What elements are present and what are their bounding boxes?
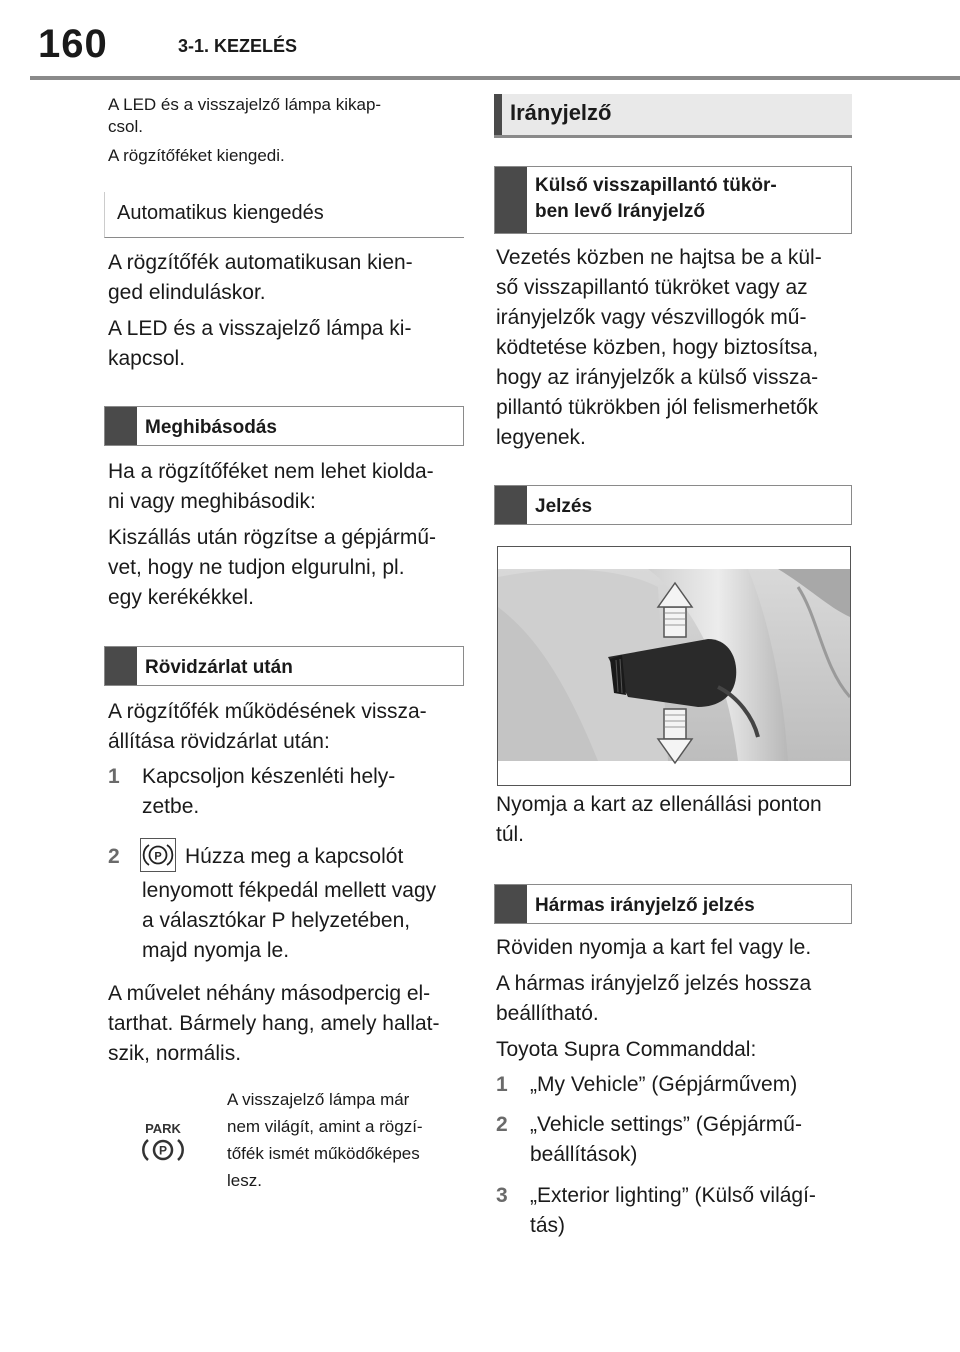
text-line: állítása rövidzárlat után: <box>108 730 330 753</box>
text-line: majd nyomja le. <box>142 939 290 962</box>
text-line: Röviden nyomja a kart fel vagy le. <box>496 936 812 959</box>
after-text <box>108 979 440 1069</box>
heading-label: Jelzés <box>535 496 593 517</box>
text-line: legyenek. <box>496 426 586 449</box>
text-line: ső visszapillantó tükröket vagy az <box>496 276 808 299</box>
park-note <box>227 1086 423 1194</box>
text-line: kapcsol. <box>108 347 186 370</box>
heading-label: ben levő Irányjelző <box>535 201 705 222</box>
section-title: 3-1. KEZELÉS <box>178 36 298 56</box>
text-line: ködtetése közben, hogy biztosítsa, <box>496 336 819 359</box>
text-line: tás) <box>530 1214 566 1237</box>
text-line: nem világít, amint a rögzí- <box>227 1117 423 1136</box>
text-line: A rögzítőfék működésének vissza- <box>108 700 427 723</box>
heading-label: Automatikus kiengedés <box>117 202 324 224</box>
triple-signal-heading <box>494 884 852 924</box>
turn-signal-main-heading <box>494 94 852 138</box>
menu-step-3 <box>496 1181 856 1245</box>
triple-signal-text <box>496 933 811 1065</box>
svg-text:P: P <box>154 850 162 863</box>
text-line: Ha a rögzítőféket nem lehet kiolda- <box>108 460 434 483</box>
text-line: lesz. <box>227 1171 262 1190</box>
step-number: 2 <box>108 845 120 868</box>
auto-release-heading <box>104 192 464 238</box>
auto-release-text <box>108 248 413 374</box>
text-line: A művelet néhány másodpercig el- <box>108 982 431 1005</box>
text-line: hogy az irányjelzők a külső vissza- <box>496 366 819 389</box>
text-line: A LED és a visszajelző lámpa ki- <box>108 317 412 340</box>
text-line: ged elinduláskor. <box>108 281 266 304</box>
text-line: tőfék ismét működőképes <box>227 1144 420 1163</box>
text-line: A hármas irányjelző jelzés hossza <box>496 972 812 995</box>
text-line: Toyota Supra Commanddal: <box>496 1038 757 1061</box>
heading-bar <box>105 647 137 685</box>
intro-paragraph <box>108 94 448 138</box>
signal-text <box>496 790 822 850</box>
heading-bar <box>105 407 137 445</box>
text-line: egy kerékékkel. <box>108 586 254 609</box>
text-line: „Exterior lighting” (Külső világí- <box>530 1184 816 1207</box>
fault-heading <box>104 406 464 446</box>
text-line: beállítható. <box>496 1002 599 1025</box>
heading-bar <box>494 94 502 138</box>
short-circuit-text <box>108 697 427 757</box>
mirror-signal-heading <box>494 166 852 234</box>
text-line: tarthat. Bármely hang, amely hallat- <box>108 1012 440 1035</box>
text-line: A rögzítőfék automatikusan kien- <box>108 251 413 274</box>
heading-label: Irányjelző <box>510 100 612 125</box>
step-1 <box>108 762 458 826</box>
text-line: túl. <box>496 823 525 846</box>
text-line: Vezetés közben ne hajtsa be a kül- <box>496 246 822 269</box>
heading-rule <box>494 135 852 138</box>
text-line: szik, normális. <box>108 1042 242 1065</box>
short-circuit-heading <box>104 646 464 686</box>
step-number: 2 <box>496 1113 508 1136</box>
step-number: 3 <box>496 1184 508 1207</box>
signal-heading <box>494 485 852 525</box>
mirror-warning-text <box>496 243 822 453</box>
menu-step-2 <box>496 1110 856 1174</box>
text-line: „My Vehicle” (Gépjárművem) <box>530 1073 798 1096</box>
text-line: ni vagy meghibásodik: <box>108 490 316 513</box>
text-line: zetbe. <box>142 795 200 818</box>
heading-bar <box>495 486 527 524</box>
text-line: Kiszállás után rögzítse a gépjármű- <box>108 526 436 549</box>
heading-bar <box>495 167 527 233</box>
menu-step-1 <box>496 1070 856 1102</box>
step-number: 1 <box>496 1073 508 1096</box>
header-rule <box>30 76 960 80</box>
heading-label: Meghibásodás <box>145 417 277 438</box>
text-line: pillantó tükrökben jól felismerhetők <box>496 396 819 419</box>
park-indicator-icon <box>142 1116 184 1164</box>
svg-text:P: P <box>158 1143 168 1158</box>
text-line: Nyomja a kart az ellenállási ponton <box>496 793 822 816</box>
intro-line: csol. <box>108 117 143 136</box>
text-line: vet, hogy ne tudjon elgurulni, pl. <box>108 556 405 579</box>
heading-label: Hármas irányjelző jelzés <box>535 895 755 916</box>
text-line: beállítások) <box>530 1143 638 1166</box>
page-number: 160 <box>38 22 108 66</box>
intro-line: A LED és a visszajelző lámpa kikap- <box>108 95 382 114</box>
text-line: irányjelzők vagy vészvillogók mű- <box>496 306 807 329</box>
intro-release: A rögzítőféket kiengedi. <box>108 146 285 165</box>
parking-brake-switch-icon <box>140 838 176 872</box>
fault-text <box>108 457 436 613</box>
text-line: lenyomott fékpedál mellett vagy <box>142 879 437 902</box>
heading-label: Külső visszapillantó tükör- <box>535 175 777 196</box>
text-line: Húzza meg a kapcsolót <box>185 845 404 868</box>
heading-label: Rövidzárlat után <box>145 657 293 678</box>
turn-signal-lever-figure <box>497 546 851 786</box>
text-line: Kapcsoljon készenléti hely- <box>142 765 396 788</box>
text-line: „Vehicle settings” (Gépjármű- <box>530 1113 802 1136</box>
step-number: 1 <box>108 765 120 788</box>
text-line: a választókar P helyzetében, <box>142 909 411 932</box>
heading-bar <box>495 885 527 923</box>
park-label: PARK <box>145 1121 181 1136</box>
text-line: A visszajelző lámpa már <box>227 1090 410 1109</box>
